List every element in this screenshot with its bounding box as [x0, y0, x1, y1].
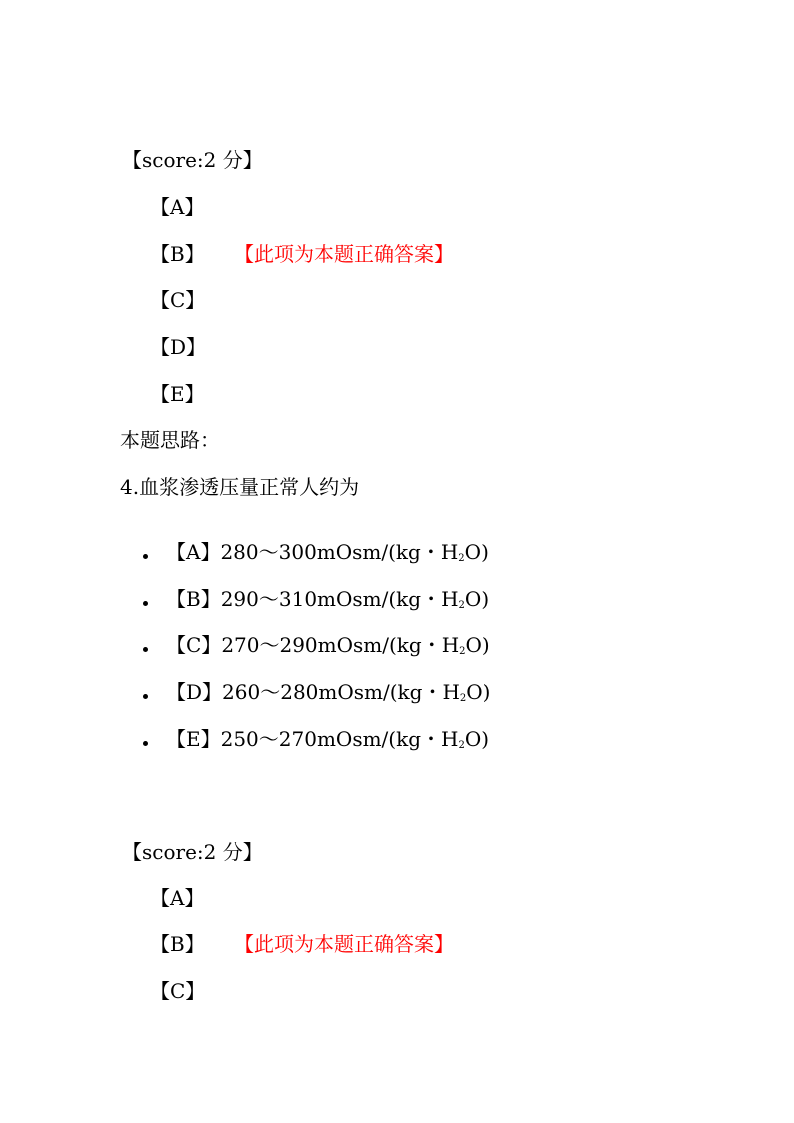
choice-subscript: 2	[458, 553, 465, 564]
choice-label: 【A】	[166, 540, 221, 564]
choice-tail: O)	[464, 540, 489, 564]
choice-row	[143, 680, 490, 709]
choice-label: 【C】	[166, 633, 222, 657]
choice-range: 250～270mOsm/(kg・H	[220, 727, 459, 751]
option-c: 【C】	[150, 288, 206, 312]
option-a: 【A】	[150, 195, 205, 219]
choice-tail: O)	[464, 587, 490, 611]
bullet-icon	[143, 741, 148, 746]
correct-answer-marker: 【此项为本题正确答案】	[234, 932, 454, 956]
bullet-icon	[143, 647, 148, 652]
question-prompt: 4.血浆渗透压量正常人约为	[120, 475, 360, 499]
choice-tail: O)	[465, 633, 490, 657]
choice-range: 260～280mOsm/(kg・H	[222, 680, 460, 704]
choice-row	[143, 540, 489, 569]
choice-range: 280～300mOsm/(kg・H	[220, 540, 459, 564]
bullet-icon	[143, 554, 148, 559]
option-c: 【C】	[150, 979, 206, 1003]
choice-label: 【B】	[166, 587, 221, 611]
option-a: 【A】	[150, 886, 205, 910]
choice-subscript: 2	[458, 740, 465, 751]
choice-subscript: 2	[458, 600, 465, 611]
choice-row	[143, 633, 490, 662]
choice-tail: O)	[466, 680, 491, 704]
option-b	[150, 932, 454, 956]
option-b-label: 【B】	[150, 932, 205, 956]
explanation-label: 本题思路：	[120, 428, 220, 452]
score-label: 【score:2 分】	[122, 148, 263, 172]
choice-label: 【D】	[166, 680, 223, 704]
choice-tail: O)	[464, 727, 490, 751]
choice-subscript: 2	[459, 646, 466, 657]
correct-answer-marker: 【此项为本题正确答案】	[234, 242, 454, 266]
option-e: 【E】	[150, 382, 205, 406]
option-d: 【D】	[150, 335, 207, 359]
choice-row	[143, 587, 489, 616]
option-b-label: 【B】	[150, 242, 205, 266]
option-b	[150, 242, 454, 266]
choice-row	[143, 727, 489, 756]
choice-label: 【E】	[166, 727, 221, 751]
score-label: 【score:2 分】	[122, 840, 263, 864]
bullet-icon	[143, 601, 148, 606]
choice-range: 290～310mOsm/(kg・H	[220, 587, 459, 611]
bullet-icon	[143, 694, 148, 699]
choice-subscript: 2	[459, 693, 467, 704]
choice-range: 270～290mOsm/(kg・H	[221, 633, 460, 657]
